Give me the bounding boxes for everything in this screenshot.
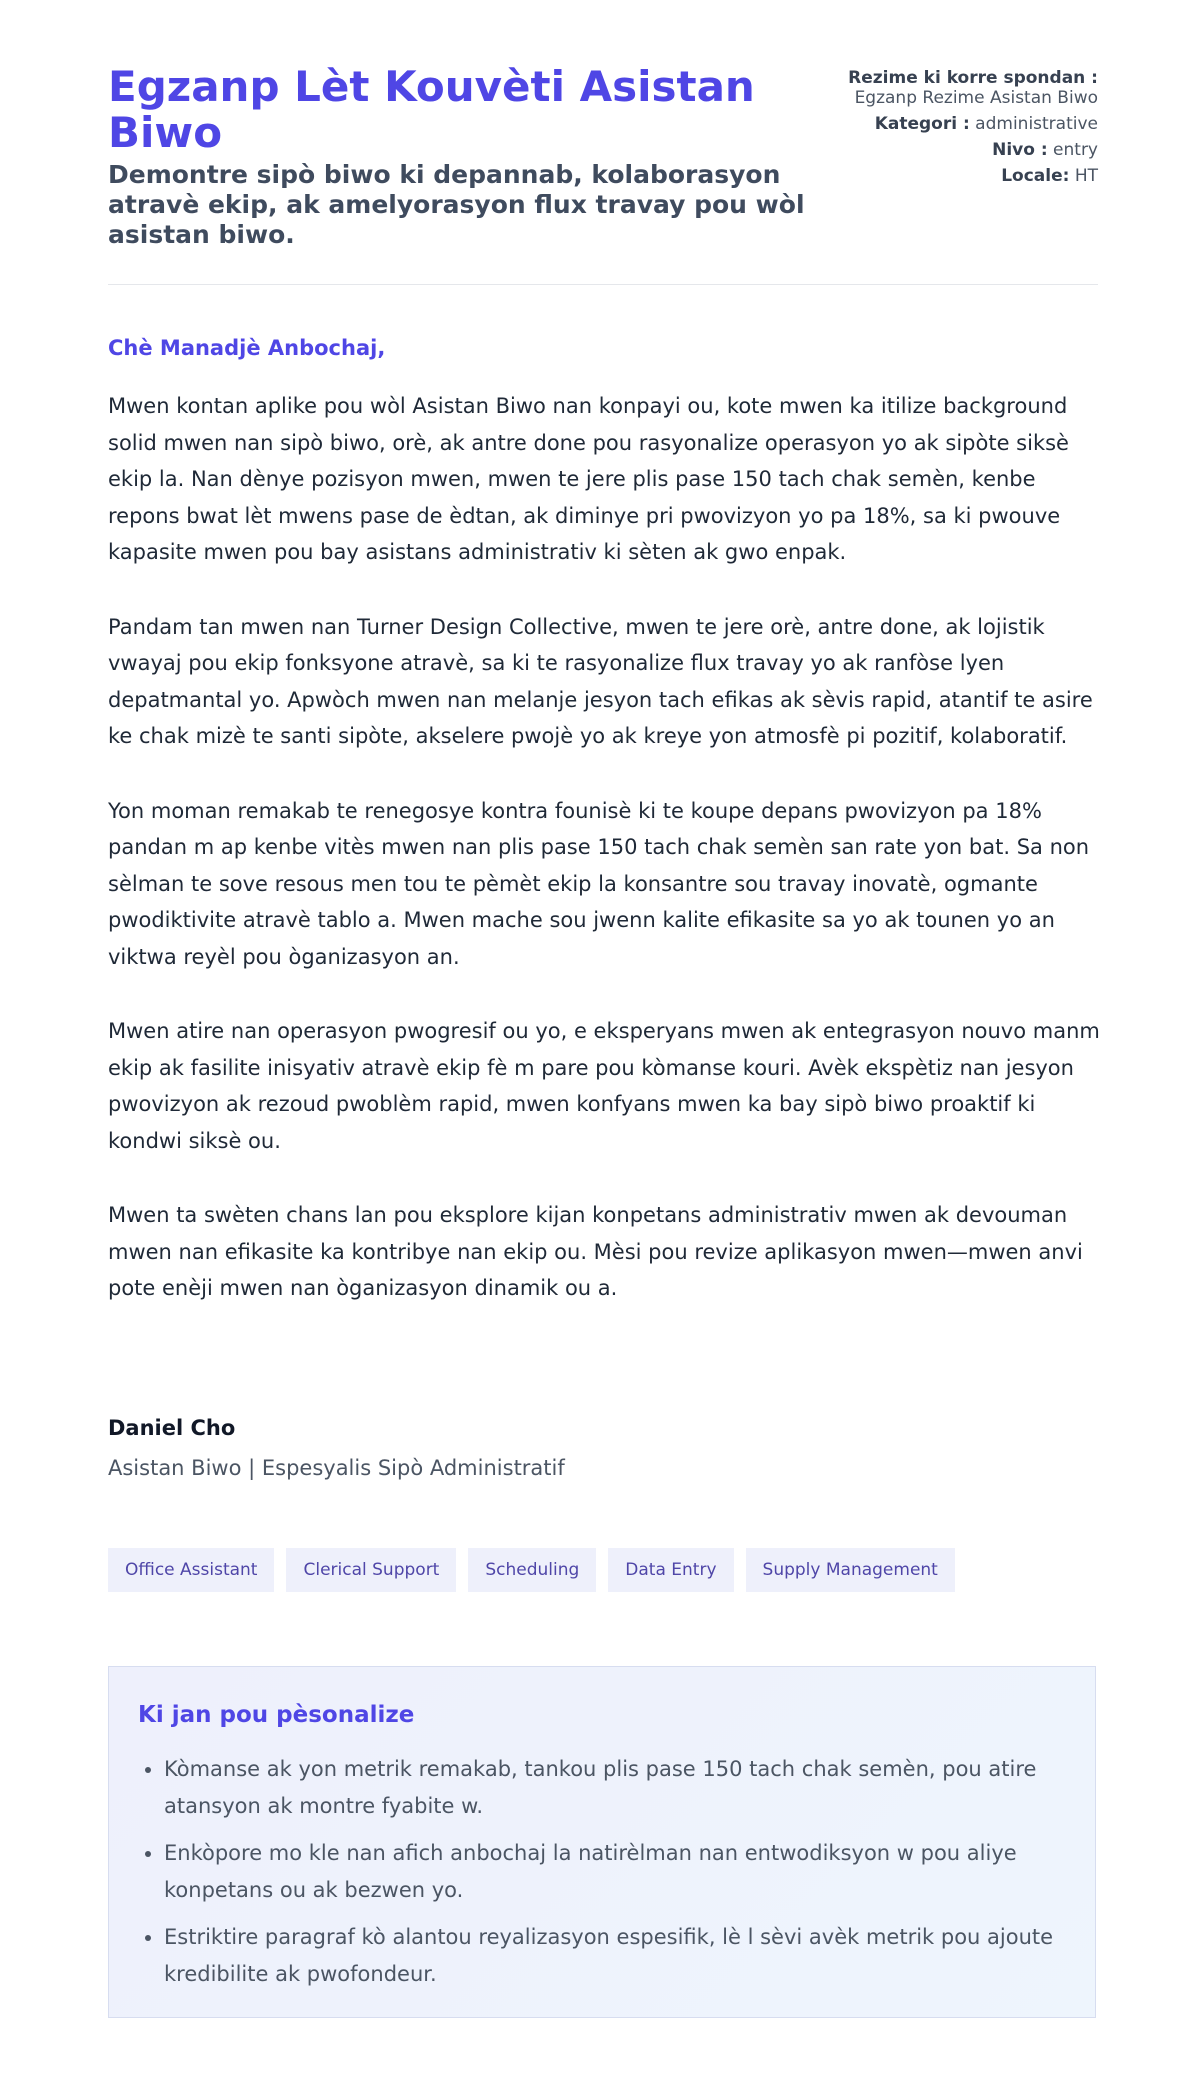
tag-clerical-support: Clerical Support <box>286 1548 456 1592</box>
document-title: Egzanp Lèt Kouvèti Asistan Biwo <box>108 62 755 157</box>
meta-level-key: Nivo : <box>992 140 1048 160</box>
letter-body <box>108 388 1100 1345</box>
document-subtitle: Demontre sipò biwo ki depannab, kolaborasyon atravè ekip, ak amelyorasyon flux travay pou wòl asistan biwo. <box>108 160 805 249</box>
letter-paragraph: Mwen kontan aplike pou wòl Asistan Biwo nan konpayi ou, kote mwen ka itilize background solid mwen nan sipò biwo, orè, ak antre done pou rasyonalize operasyon yo ak sipòte siksè ekip la. Nan dènye pozisyon mwen, mwen te jere plis pase 150 tach chak semèn, kenbe repons bwat lèt mwens pase de èdtan, ak diminye pri pwovizyon yo pa 18%, sa ki pwouve kapasite mwen pou bay asistans administrativ ki sèten ak gwo enpak. <box>108 394 1069 564</box>
meta-locale-key: Locale: <box>1001 166 1070 186</box>
tips-list <box>138 1751 1094 2003</box>
document-meta <box>818 68 1098 192</box>
tag-scheduling: Scheduling <box>468 1548 596 1592</box>
letter-salutation: Chè Manadjè Anbochaj, <box>108 336 386 360</box>
signature-name: Daniel Cho <box>108 1416 236 1440</box>
tip-item: • Kòmanse ak yon metrik remakab, tankou plis pase 150 tach chak semèn, pou atire atansyon ak montre fyabite w. <box>164 1751 1094 1824</box>
meta-level <box>818 140 1098 160</box>
letter-signature <box>108 1414 565 1482</box>
letter-paragraph: Mwen atire nan operasyon pwogresif ou yo, e eksperyans mwen ak entegrasyon nouvo manm ekip ak fasilite inisyativ atravè ekip fè m pare pou kòmanse kouri. Avèk ekspètiz nan jesyon pwovizyon ak rezoud pwoblèm rapid, mwen konfyans mwen ka bay sipò biwo proaktif ki kondwi siksè ou. <box>108 1019 1100 1153</box>
skill-tags <box>108 1548 955 1592</box>
tips-title: Ki jan pou pèsonalize <box>138 1702 415 1728</box>
tip-item: • Estriktire paragraf kò alantou reyalizasyon espesifik, lè l sèvi avèk metrik pou ajoute kredibilite ak pwofondeur. <box>164 1919 1094 1992</box>
letter-paragraph: Yon moman remakab te renegosye kontra founisè ki te koupe depans pwovizyon pa 18% pandan m ap kenbe vitès mwen nan plis pase 150 tach chak semèn san rate yon bat. Sa non sèlman te sove resous men tou te pèmèt ekip la konsantre sou travay inovatè, ogmante pwodiktivite atravè tablo a. Mwen mache sou jwenn kalite efikasite sa yo ak tounen yo an viktwa reyèl pou òganizasyon an. <box>108 798 1090 969</box>
meta-category-key: Kategori : <box>874 114 970 134</box>
document-header <box>108 64 1098 284</box>
meta-resume <box>818 68 1098 108</box>
signature-title: Asistan Biwo | Espesyalis Sipò Administratif <box>108 1456 565 1480</box>
tag-office-assistant: Office Assistant <box>108 1548 274 1592</box>
meta-locale <box>818 166 1098 186</box>
meta-locale-value: HT <box>1074 166 1098 186</box>
letter-paragraph: Mwen ta swèten chans lan pou eksplore kijan konpetans administrativ mwen ak devouman mwen nan efikasite ka kontribye nan ekip ou. Mèsi pou revize aplikasyon mwen—mwen anvi pote enèji mwen nan òganizasyon dinamik ou a. <box>108 1203 1083 1300</box>
meta-category-value: administrative <box>975 114 1098 134</box>
header-divider <box>108 284 1098 285</box>
meta-level-value: entry <box>1053 140 1098 160</box>
meta-category <box>818 114 1098 134</box>
tip-item: • Enkòpore mo kle nan afich anbochaj la natirèlman nan entwodiksyon w pou aliye konpetans ou ak bezwen yo. <box>164 1835 1094 1908</box>
meta-resume-key: Rezime ki korre spondan : <box>848 68 1098 88</box>
letter-paragraph: Pandam tan mwen nan Turner Design Collective, mwen te jere orè, antre done, ak lojistik vwayaj pou ekip fonksyone atravè, sa ki te rasyonalize flux travay yo ak ranfòse lyen depatmantal yo. Apwòch mwen nan melanje jesyon tach efikas ak sèvis rapid, atantif te asire ke chak mizè te santi sipòte, akselere pwojè yo ak kreye yon atmosfè pi pozitif, kolaboratif. <box>108 614 1093 748</box>
tag-supply-management: Supply Management <box>746 1548 955 1592</box>
customization-tips <box>108 1666 1096 2018</box>
tag-data-entry: Data Entry <box>608 1548 733 1592</box>
meta-resume-value: Egzanp Rezime Asistan Biwo <box>854 88 1098 108</box>
